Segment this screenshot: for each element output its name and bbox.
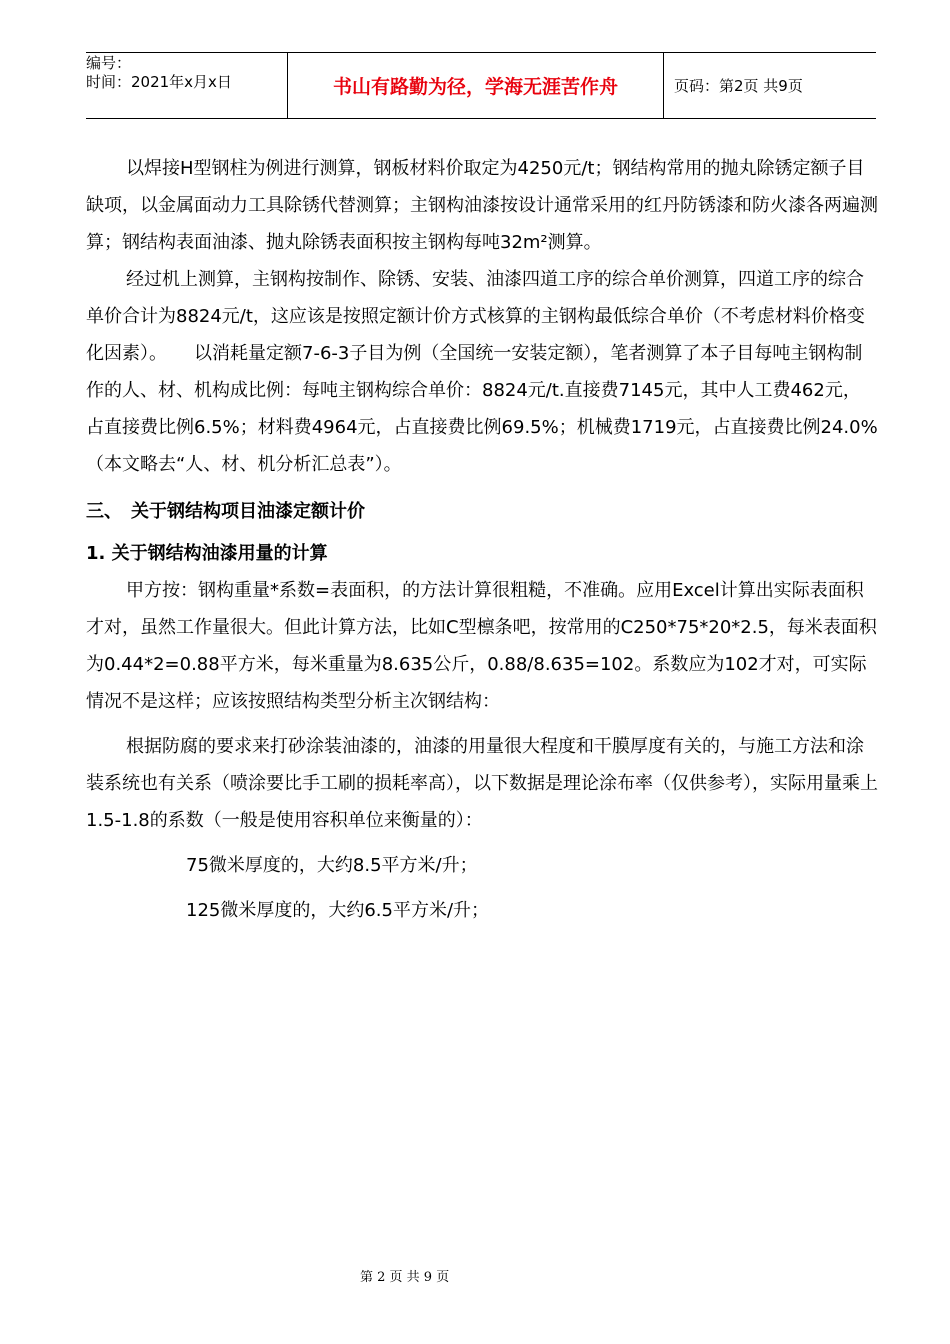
header-meta	[86, 53, 288, 118]
document-number: 编号：	[86, 54, 132, 72]
paragraph: 以焊接H型钢柱为例进行测算，钢板材料价取定为4250元/t；钢结构常用的抛丸除锈定额子目缺项，以金属面动力工具除锈代替测算；主钢构油漆按设计通常采用的红丹防锈漆和防火漆各两遍测算；钢结构表面油漆、抛丸除锈表面积按主钢构每吨32m²测算。	[86, 158, 878, 253]
header-motto: 书山有路勤为径，学海无涯苦作舟	[288, 53, 664, 118]
section-heading: 三、 关于钢结构项目油漆定额计价	[86, 501, 365, 522]
document-time: 时间：2021年x月x日	[86, 73, 232, 91]
page-footer: 第 2 页 共 9 页	[360, 1270, 450, 1285]
subsection-heading: 1. 关于钢结构油漆用量的计算	[86, 543, 328, 564]
document-body	[86, 150, 878, 929]
header-page-info: 页码：第2页 共9页	[674, 77, 803, 95]
paragraph: 甲方按：钢构重量*系数=表面积，的方法计算很粗糙，不准确。应用Excel计算出实际表面积才对，虽然工作量很大。但此计算方法，比如C型檩条吧，按常用的C250*75*20*2.5，每米表面积为0.44*2=0.88平方米，每米重量为8.635公斤，0.88/8.635=102。系数应为102才对，可实际情况不是这样；应该按照结构类型分析主次钢结构：	[86, 580, 877, 712]
paragraph: 经过机上测算，主钢构按制作、除锈、安装、油漆四道工序的综合单价测算，四道工序的综合单价合计为8824元/t，这应该是按照定额计价方式核算的主钢构最低综合单价（不考虑材料价格变化因素）。 以消耗量定额7-6-3子目为例（全国统一安装定额），笔者测算了本子目每吨主钢构制作的人、材、机构成比例：每吨主钢构综合单价：8824元/t.直接费7145元，其中人工费462元，占直接费比例6.5%；材料费4964元，占直接费比例69.5%；机械费1719元，占直接费比例24.0%（本文略去“人、材、机分析汇总表”）。	[86, 269, 878, 475]
list-item: 125微米厚度的，大约6.5平方米/升；	[186, 900, 490, 921]
page-header	[86, 52, 876, 119]
list-item: 75微米厚度的，大约8.5平方米/升；	[186, 855, 478, 876]
paragraph: 根据防腐的要求来打砂涂装油漆的，油漆的用量很大程度和干膜厚度有关的，与施工方法和涂装系统也有关系（喷涂要比手工刷的损耗率高），以下数据是理论涂布率（仅供参考），实际用量乘上1.5-1.8的系数（一般是使用容积单位来衡量的）：	[86, 736, 878, 831]
